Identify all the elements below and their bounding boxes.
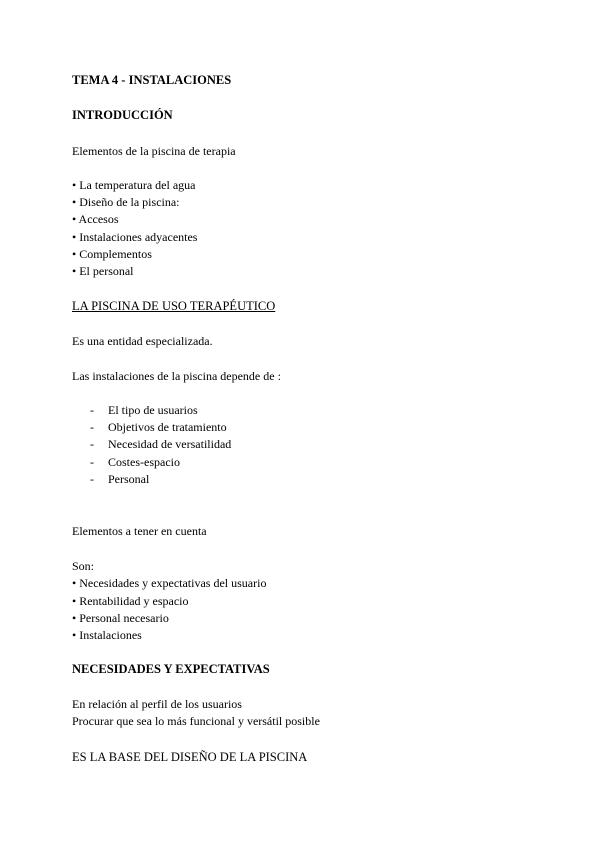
dash-marker: -	[90, 437, 94, 451]
dash-marker: -	[90, 403, 94, 417]
intro-heading: INTRODUCCIÓN	[72, 108, 173, 122]
section-heading-terapeutico: LA PISCINA DE USO TERAPÉUTICO	[72, 299, 276, 313]
base-statement: ES LA BASE DEL DISEÑO DE LA PISCINA	[72, 750, 308, 764]
list-item: • Complementos	[72, 247, 152, 261]
dash-marker: -	[90, 455, 94, 469]
paragraph: Procurar que sea lo más funcional y versátil posible	[72, 714, 320, 728]
dash-list-item: Necesidad de versatilidad	[108, 437, 232, 451]
section-heading-necesidades: NECESIDADES Y EXPECTATIVAS	[72, 662, 270, 676]
list-item: • Instalaciones adyacentes	[72, 230, 198, 244]
dash-list-item: Objetivos de tratamiento	[108, 420, 227, 434]
list-item: • Instalaciones	[72, 628, 142, 642]
dash-marker: -	[90, 472, 94, 486]
paragraph: Es una entidad especializada.	[72, 334, 213, 348]
list-item: • Accesos	[72, 212, 119, 226]
dash-list-item: El tipo de usuarios	[108, 403, 198, 417]
paragraph: Las instalaciones de la piscina depende de :	[72, 369, 281, 383]
list-item: • La temperatura del agua	[72, 178, 196, 192]
list-item: • Personal necesario	[72, 611, 169, 625]
intro-subtitle: Elementos de la piscina de terapia	[72, 144, 236, 158]
elements-heading: Elementos a tener en cuenta	[72, 524, 207, 538]
dash-marker: -	[90, 420, 94, 434]
dash-list-item: Personal	[108, 472, 150, 486]
list-item: • Rentabilidad y espacio	[72, 594, 189, 608]
son-label: Son:	[72, 559, 95, 573]
list-item: • El personal	[72, 264, 134, 278]
list-item: • Diseño de la piscina:	[72, 195, 180, 209]
dash-list-item: Costes-espacio	[108, 455, 180, 469]
paragraph: En relación al perfil de los usuarios	[72, 697, 242, 711]
list-item: • Necesidades y expectativas del usuario	[72, 576, 267, 590]
page-title: TEMA 4 - INSTALACIONES	[72, 73, 232, 87]
